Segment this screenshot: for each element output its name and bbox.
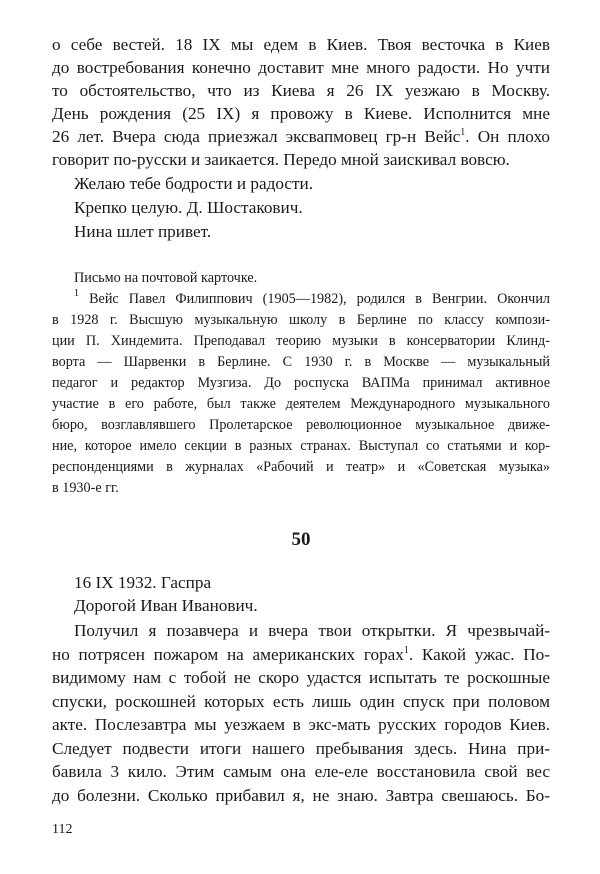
text-line: то обстоятельство, что из Киева я 26 IX уезжаю в Москву. bbox=[52, 81, 550, 100]
closing-line: Нина шлет привет. bbox=[74, 222, 212, 241]
footnote-line: в 1930-е гг. bbox=[52, 480, 119, 496]
footnote-line bbox=[52, 289, 550, 310]
text-span: 26 лет. Вчера сюда приезжал эксвапмовец гр-н Вейс bbox=[52, 127, 461, 146]
signature-line: Крепко целую. Д. Шостакович. bbox=[74, 198, 303, 217]
letter-number-heading: 50 bbox=[291, 529, 311, 550]
text-line: видимому нам с тобой не скоро удастся испытать те роскошные bbox=[52, 668, 550, 687]
text-line: бавила 3 кило. Этим самым она еле-еле восстановила свой вес bbox=[52, 762, 550, 781]
text-line bbox=[52, 125, 550, 148]
footnote-line: педагог и редактор Музгиза. До роспуска ВАПМа принимал активное bbox=[52, 375, 550, 391]
footnote-ref: 1 bbox=[460, 127, 466, 138]
footnote-line: ворта — Шарвенки в Берлине. С 1930 г. в Москве — музыкальный bbox=[52, 354, 550, 370]
text-line: до болезни. Сколько прибавил я, не знаю. Завтра свешаюсь. Бо- bbox=[52, 786, 550, 805]
footnote-line: респонденциями в журналах «Рабочий и театр» и «Советская музыка» bbox=[52, 459, 550, 475]
footnote-line: бюро, возглавлявшего Пролетарское революционное музыкальное движе- bbox=[52, 417, 550, 433]
footnote-line: ции П. Хиндемита. Преподавал теорию музыки в консерватории Клинд- bbox=[52, 333, 550, 349]
footnote-note: Письмо на почтовой карточке. bbox=[74, 270, 258, 286]
dateline: 16 IX 1932. Гаспра bbox=[74, 573, 212, 592]
footnote-line: в 1928 г. Высшую музыкальную школу в Берлине по классу компози- bbox=[52, 312, 550, 328]
text-line: спуски, роскошней которых есть лишь один спуск при половом bbox=[52, 692, 550, 711]
footnote-ref: 1 bbox=[403, 645, 409, 656]
closing-line: Желаю тебе бодрости и радости. bbox=[74, 174, 314, 193]
text-line: говорит по-русски и заикается. Передо мной заискивал вовсю. bbox=[52, 150, 510, 169]
text-span: Вейс Павел Филиппович (1905—1982), родился в Венгрии. Окончил bbox=[79, 291, 550, 307]
footnote-marker: 1 bbox=[74, 288, 79, 299]
text-line: до востребования конечно доставит мне много радости. Но учти bbox=[52, 58, 550, 77]
footnote-line: ние, которое имело секции в разных странах. Выступал со статьями и кор- bbox=[52, 438, 550, 454]
text-line: акте. Послезавтра мы уезжаем в экс-мать русских городов Киев. bbox=[52, 715, 550, 734]
footnote-line: участие в его работе, был также деятелем Международного музыкального bbox=[52, 396, 550, 412]
text-line: о себе вестей. 18 IX мы едем в Киев. Твоя весточка в Киев bbox=[52, 35, 550, 54]
text-span: но потрясен пожаром на американских горах bbox=[52, 645, 404, 664]
salutation: Дорогой Иван Иванович. bbox=[74, 596, 258, 615]
text-line: Получил я позавчера и вчера твои открытки. Я чрезвычай- bbox=[74, 621, 550, 640]
page-number: 112 bbox=[52, 822, 73, 837]
text-line: День рождения (25 IX) я провожу в Киеве. Исполнится мне bbox=[52, 104, 550, 123]
text-line bbox=[52, 643, 550, 666]
text-span: . Он плохо bbox=[465, 127, 550, 146]
text-line: Следует подвести итоги нашего пребывания здесь. Нина при- bbox=[52, 739, 550, 758]
text-span: . Какой ужас. По- bbox=[408, 645, 550, 664]
